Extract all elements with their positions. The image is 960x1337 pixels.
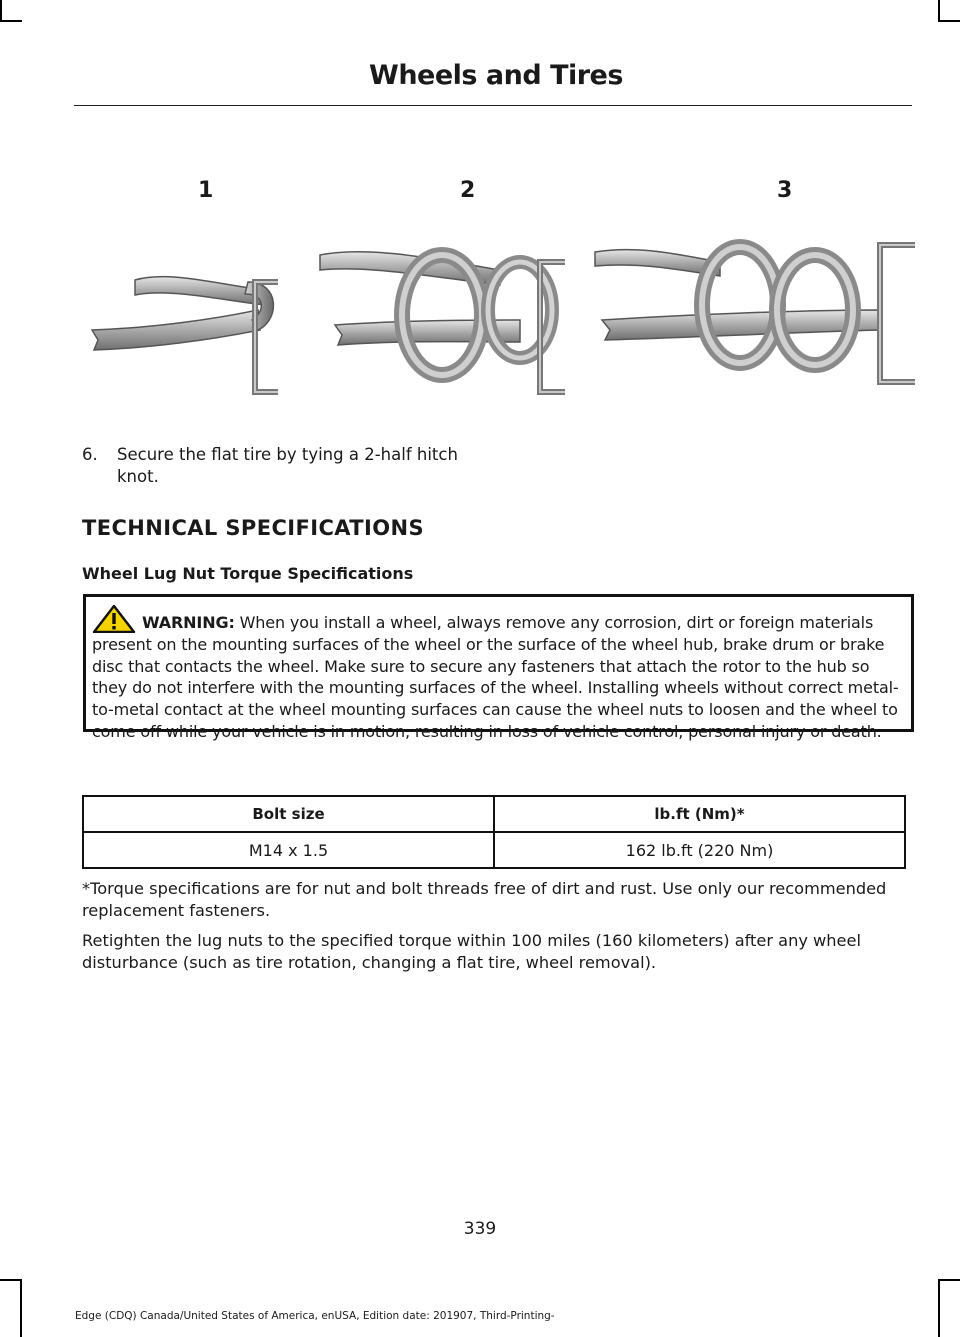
figure-label-2: 2 [460,178,476,203]
warning-text: When you install a wheel, always remove any corrosion, dirt or foreign materials present on the mounting surfaces of the wheel or the surface of the wheel hub, brake drum or brake disc that contacts the wheel. Make sure to secure any fasteners that attach the rotor to the hub so they do not interfere with the mounting surfaces of the wheel. Installing wheels without correct metal-to-metal contact at the wheel mounting surfaces can cause the wheel nuts to loosen and the wheel to come off while your vehicle is in motion, resulting in loss of vehicle control, personal injury or death. [92,613,899,741]
crop-mark [0,20,22,22]
warning-label: WARNING: [142,613,235,632]
knot-step-2 [320,252,565,392]
section-heading: TECHNICAL SPECIFICATIONS [82,516,424,540]
page-title: Wheels and Tires [369,60,623,91]
crop-mark [938,20,960,22]
table-header-row [83,796,905,832]
footer-edition: Edge (CDQ) Canada/United States of America, enUSA, Edition date: 201907, Third-Printing- [75,1310,555,1322]
column-header: lb.ft (Nm)* [494,796,905,832]
crop-mark [0,1279,22,1281]
retighten-note: Retighten the lug nuts to the specified torque within 100 miles (160 kilometers) after any wheel disturbance (such as tire rotation, changing a flat tire, wheel removal). [82,931,861,972]
figure-label-3: 3 [777,178,793,203]
page-number: 339 [463,1219,497,1239]
crop-mark [938,1279,940,1337]
crop-mark [20,1279,22,1337]
step-text: Secure the flat tire by tying a 2-half hitch knot. [117,445,458,486]
warning-triangle-icon [92,605,136,633]
column-header: Bolt size [83,796,494,832]
table-cell: M14 x 1.5 [83,832,494,868]
torque-spec-table [82,795,906,869]
crop-mark [0,0,2,22]
footnote: *Torque specifications are for nut and bolt threads free of dirt and rust. Use only our recommended replacement fasteners. [82,879,887,920]
header-divider [74,105,912,106]
instruction-step [82,444,462,488]
warning-box [83,594,914,741]
subsection-heading: Wheel Lug Nut Torque Specifications [82,564,414,583]
step-number: 6. [82,445,98,464]
knot-step-3 [595,245,915,382]
table-cell: 162 lb.ft (220 Nm) [494,832,905,868]
knot-illustration [80,170,920,405]
figure-label-1: 1 [198,178,214,203]
table-row [83,832,905,868]
knot-step-1 [92,277,278,392]
crop-mark [938,0,940,22]
crop-mark [938,1279,960,1281]
knot-diagram [80,170,920,405]
